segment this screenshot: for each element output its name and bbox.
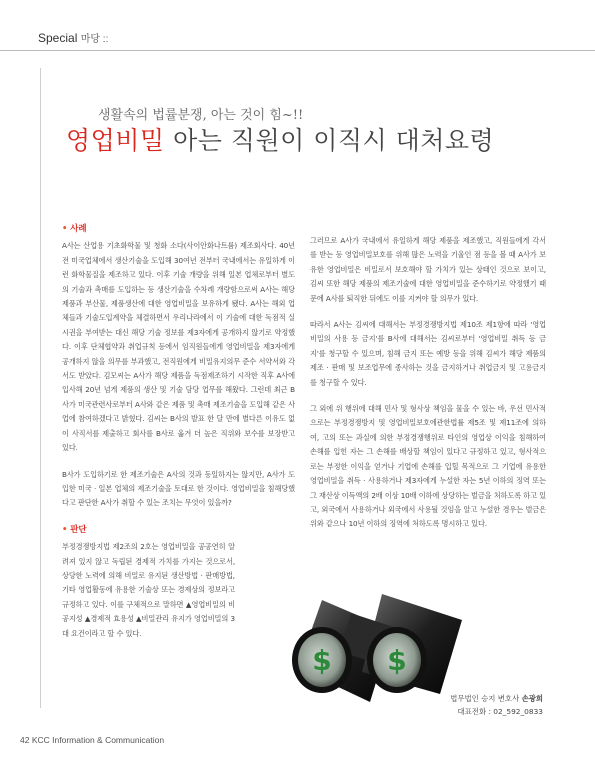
case-paragraph-2: B사가 도입하기로 한 제조기술은 A사의 것과 동일하지는 않지만, A사가 도입한 미국 · 일본 업체의 제조기술을 토대로 한 것이다. 영업비밀을 침해당했다고 판단한 A사가 취할 수 있는 조치는 무엇이 있을까? [62, 469, 295, 508]
bullet-icon: • [62, 524, 71, 535]
article-kicker: 생활속의 법률분쟁, 아는 것이 힘~!! [98, 108, 304, 123]
judgment-paragraph: 부정경쟁방지법 제2조의 2호는 영업비밀을 공공연히 알려져 있지 않고 독립된 경제적 가치를 가지는 것으로서, 상당한 노력에 의해 비밀로 유지된 생산방법 · 판매방법, 기타 영업활동에 유용한 기술상 또는 경제상의 정보라고 규정하고 있다. 이를 구체적으로 말하면 ▲영업비밀의 비공지성 ▲경제적 효용성 ▲비밀관리 유지가 영업비밀의 3대 요건이라고 할 수 있다. [62, 542, 235, 638]
judgment-heading: • 판단 [62, 524, 87, 535]
section-label: Special [38, 31, 78, 45]
author-phone: 대표전화 : 02_592_0833 [457, 707, 543, 716]
header-divider [0, 50, 595, 51]
bullet-icon: • [62, 224, 71, 234]
author-name: 손광희 [521, 694, 543, 703]
page-footer [20, 735, 164, 745]
right-paragraph-1: 그러므로 A사가 국내에서 유일하게 해당 제품을 제조했고, 직원들에게 각서를 받는 등 영업비밀보호를 위해 많은 노력을 기울인 점 등을 볼 때 A사가 보유한 영업비밀은 비밀로서 보호해야 할 가치가 있는 상태인 것으로 보이고, 김씨 또한 해당 제품의 제조기술에 대한 영업비밀을 준수하기로 약정했기 때문에 A사를 퇴직한 뒤에도 이를 지켜야 할 의무가 있다. [310, 236, 546, 303]
right-column [310, 234, 546, 544]
article-title [66, 121, 494, 157]
dollar-icon: $ [312, 644, 332, 677]
title-highlight: 영업비밀 [66, 126, 165, 155]
section-sublabel: 마당 :: [80, 34, 109, 45]
right-paragraph-3: 그 외에 위 행위에 대해 민사 및 형사상 책임을 물을 수 있는 바, 우선 민사적으로는 부정경쟁방지 및 영업비밀보호에관한법률 제5조 및 제11조에 의하여, 고의 또는 과실에 의한 부정경쟁행위로 타인의 영업상 이익을 침해하여 손해를 입힌 자는 그 손해를 배상할 책임이 있다고 규정하고 있고, 형사적으로는 부정한 이익을 얻거나 기업에 손해를 입힐 목적으로 그 기업에 유용한 영업비밀을 취득 · 사용하거나 제3자에게 누설한 자는 5년 이하의 징역 또는 그 재산상 이득액의 2배 이상 10배 이하에 상당하는 벌금을 처하도록 하고 있고, 외국에서 사용하거나 외국에서 사용될 것임을 알고 누설한 경우는 벌금은 위와 같으나 10년 이하의 징역에 처하도록 명시하고 있다. [310, 404, 546, 529]
title-rest: 아는 직원이 이직시 대처요령 [173, 126, 495, 155]
right-paragraph-2: 따라서 A사는 김씨에 대해서는 부정경쟁방지법 제10조 제1항에 따라 '영업비밀의 사용 등 금지'를 B사에 대해서는 김씨로부터 '영업비밀 취득 등 금지'를 청구할 수 있으며, 침해 금지 또는 예방 등을 위해 김씨가 해당 제품의 제조 · 판매 및 보조업무에 종사하는 것을 금지하거나 취업금지 및 고용금지를 청구할 수 있다. [310, 320, 546, 387]
page-number: 42 [20, 735, 30, 745]
dollar-icon: $ [387, 644, 407, 677]
left-column [62, 222, 295, 653]
author-signature [450, 692, 543, 718]
case-paragraph-1: A사는 산업용 기초화학물 및 청화 소다(사이안화나트륨) 제조회사다. 40년 전 미국업체에서 생산기술을 도입해 30여년 전부터 국내에서는 유일하게 이런 화학물질을 제조하고 있다. 이후 기술 개량을 위해 일본 업체로부터 별도의 기술과 촉매를 도입하는 등 생산기술을 수차례 개량함으로써 A사는 해당 제품과 부산물, 제품생산에 대한 영업비밀을 보유하게 됐다. A사는 해외 업체들과 기술도입계약을 체결하면서 우리나라에서 이 기술에 대한 독점적 실시권을 부여받는 대신 해당 기술 정보를 제3자에게 공개하지 않기로 약정했다. 이후 단체협약과 취업규칙 등에서 임직원들에게 영업비밀을 제3자에게 공개하지 않을 의무를 부과했고, 전직원에게 비밀유지의무 준수 서약서와 각서도 받았다. 김모씨는 A사가 해당 제품을 독점제조하기 시작한 직후 A사에 입사해 20년 넘게 제품의 생산 및 기술 담당 업무를 해왔다. 그런데 최근 B사가 미국관련사로부터 A사와 같은 제품 및 촉매 제조기술을 도입해 같은 사업에 참여하겠다고 밝혔다. 김씨는 B사의 발표 한 달 만에 별다른 이유도 없이 사직서를 제출하고 회사를 B사로 옮겨 더 높은 직위와 보수를 보장받고 있다. [62, 241, 295, 453]
author-affiliation: 법무법인 승지 변호사 [450, 694, 520, 703]
case-heading: • 사례 [62, 224, 87, 234]
left-margin-rule [40, 68, 41, 708]
section-header [38, 30, 108, 45]
publication-name: KCC Information & Communication [31, 735, 165, 745]
